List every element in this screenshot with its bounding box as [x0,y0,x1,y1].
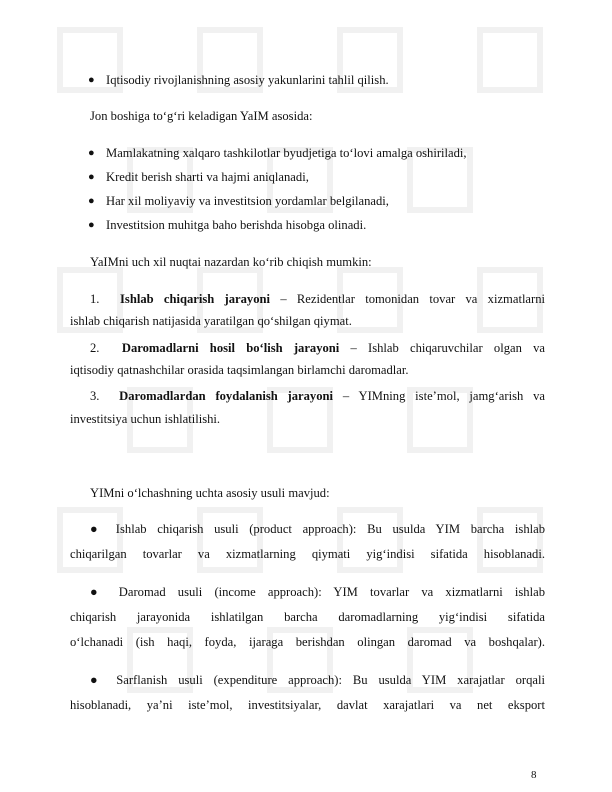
list-item-text: Mamlakatning xalqaro tashkilotlar byudjetiga to‘lovi amalga oshiriladi, [106,146,467,160]
method-expenditure-line-2: hisoblanadi, ya’ni iste’mol, investitsiyalar, davlat xarajatlari va net eksport [70,698,545,712]
numbered-item-3-cont: investitsiya uchun ishlatilishi. [70,412,221,426]
method-expenditure-line-1: ● Sarflanish usuli (expenditure approach): Bu usulda YIM xarajatlar orqali [90,673,545,687]
numbered-item-2-cont: iqtisodiy qatnashchilar orasida taqsimlangan birlamchi daromadlar. [70,363,409,377]
method-product-line-2: chiqarilgan tovarlar va xizmatlarning qiymati yig‘indisi sifatida hisoblanadi. [70,547,545,561]
list-item-text: Har xil moliyaviy va investitsion yordamlar belgilanadi, [106,194,389,208]
method-product-line-1: ● Ishlab chiqarish usuli (product approach): Bu usulda YIM barcha ishlab [90,522,545,536]
numbered-item-3: 3. Daromadlardan foydalanish jarayoni – YIMning iste’mol, jamg‘arish va [90,389,545,403]
numbered-item-1-cont: ishlab chiqarish natijasida yaratilgan qo‘shilgan qiymat. [70,314,352,328]
bullet-icon: ● [88,74,95,86]
paragraph: YaIMni uch xil nuqtai nazardan ko‘rib chiqish mumkin: [90,255,372,269]
numbered-item-1: 1. Ishlab chiqarish jarayoni – Rezidentlar tomonidan tovar va xizmatlarni [90,292,546,306]
method-income-line-3: o‘lchanadi (ish haqi, foyda, ijaraga berishdan olingan daromad va boshqalar). [70,635,545,649]
method-income-line-1: ● Daromad usuli (income approach): YIM tovarlar va xizmatlarni ishlab [90,585,545,599]
bullet-icon: ● [88,147,95,159]
page-number: 8 [531,769,537,781]
numbered-item-2: 2. Daromadlarni hosil bo‘lish jarayoni – Ishlab chiqaruvchilar olgan va [90,341,545,355]
paragraph: YIMni o‘lchashning uchta asosiy usuli mavjud: [90,486,330,500]
bullet-icon: ● [88,171,95,183]
list-item-text: Kredit berish sharti va hajmi aniqlanadi, [106,170,309,184]
method-income-line-2: chiqarish jarayonida ishlatilgan barcha daromadlarning yig‘indisi sifatida [70,610,545,624]
bullet-icon: ● [88,195,95,207]
list-item-text: Investitsion muhitga baho berishda hisobga olinadi. [106,218,367,232]
list-item-text: Iqtisodiy rivojlanishning asosiy yakunlarini tahlil qilish. [106,73,389,87]
bullet-icon: ● [88,219,95,231]
paragraph: Jon boshiga to‘g‘ri keladigan YaIM asosida: [90,109,313,123]
